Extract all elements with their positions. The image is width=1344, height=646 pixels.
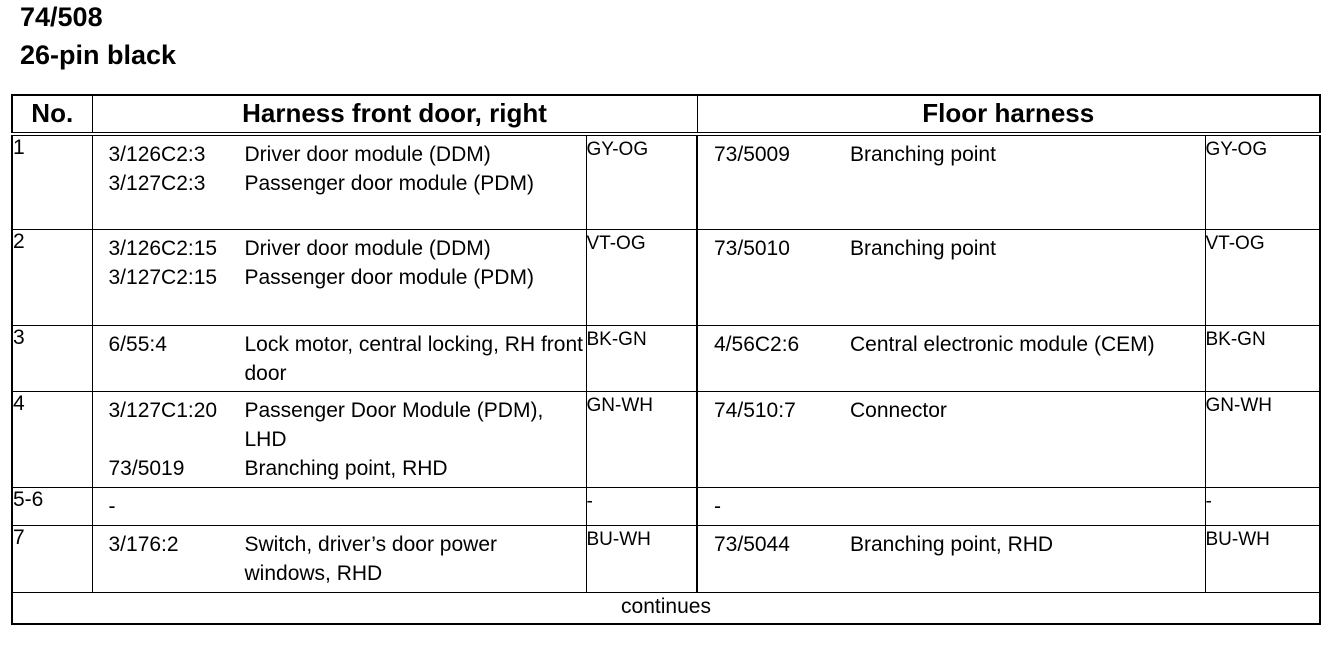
- component-description: Passenger door module (PDM): [244, 172, 534, 195]
- left-connection-entry: [109, 140, 586, 169]
- component-code: -: [108, 494, 116, 518]
- left-connection-entry: [109, 454, 586, 483]
- left-wire-color: GN-WH: [586, 391, 697, 487]
- right-connection-entry: [714, 530, 1205, 559]
- left-wire-color: -: [586, 487, 697, 525]
- continues-note: continues: [12, 592, 1320, 624]
- component-description: Connector: [850, 398, 947, 422]
- table-body: [12, 134, 1320, 592]
- right-harness-cell: [697, 525, 1205, 592]
- component-description: Driver door module (DDM): [244, 236, 491, 260]
- right-harness-cell: [697, 487, 1205, 525]
- header-row: [12, 95, 1320, 134]
- col-header-no: No.: [12, 95, 92, 134]
- component-code: 73/5019: [108, 456, 185, 480]
- pin-number: 2: [12, 229, 92, 325]
- component-description: Branching point, RHD: [244, 456, 448, 480]
- col-header-harness-left: Harness front door, right: [92, 95, 697, 134]
- component-description: Driver door module (DDM): [244, 143, 491, 166]
- right-connection-entry: [714, 140, 1205, 169]
- pin-number: 7: [12, 525, 92, 592]
- right-connection-entry: [714, 330, 1205, 359]
- component-code: 73/5009: [714, 143, 790, 166]
- left-connection-entry: [109, 396, 586, 454]
- left-harness-cell: [92, 229, 586, 325]
- right-wire-color: BK-GN: [1205, 325, 1320, 391]
- component-code: 3/126C2:3: [108, 143, 206, 166]
- right-connection-entry: [714, 234, 1205, 263]
- pin-number: 4: [12, 391, 92, 487]
- component-description: Branching point, RHD: [850, 532, 1054, 556]
- table-row: [12, 391, 1320, 487]
- component-code: 3/127C1:20: [108, 398, 218, 422]
- left-harness-cell: [92, 525, 586, 592]
- component-code: 3/127C2:3: [108, 172, 206, 195]
- component-code: 6/55:4: [108, 332, 167, 356]
- connector-description: 26-pin black: [20, 40, 177, 70]
- component-description: Switch, driver’s door power windows, RHD: [244, 532, 497, 585]
- right-connection-entry: [714, 492, 1205, 521]
- connector-id: 74/508: [20, 2, 103, 32]
- left-connection-entry: [109, 263, 586, 292]
- right-harness-cell: [697, 134, 1205, 229]
- left-connection-entry: [109, 330, 586, 388]
- table-row: [12, 229, 1320, 325]
- component-code: 4/56C2:6: [714, 332, 800, 356]
- component-description: [245, 492, 586, 521]
- component-description: Branching point: [850, 143, 996, 166]
- table-row: [12, 325, 1320, 391]
- component-code: 74/510:7: [714, 398, 796, 422]
- component-code: -: [714, 494, 721, 518]
- table-row: [12, 487, 1320, 525]
- component-description: Central electronic module (CEM): [850, 332, 1155, 356]
- left-wire-color: GY-OG: [586, 134, 697, 229]
- left-harness-cell: [92, 487, 586, 525]
- pin-number: 3: [12, 325, 92, 391]
- left-harness-cell: [92, 325, 586, 391]
- component-description: Lock motor, central locking, RH front door: [244, 332, 583, 385]
- left-connection-entry: [109, 234, 586, 263]
- right-harness-cell: [697, 229, 1205, 325]
- right-wire-color: BU-WH: [1205, 525, 1320, 592]
- component-description: [850, 492, 1205, 521]
- right-wire-color: -: [1205, 487, 1320, 525]
- left-wire-color: BK-GN: [586, 325, 697, 391]
- component-description: Passenger Door Module (PDM), LHD: [244, 398, 544, 451]
- left-harness-cell: [92, 391, 586, 487]
- right-wire-color: GY-OG: [1205, 134, 1320, 229]
- component-code: 3/126C2:15: [108, 236, 218, 260]
- col-header-harness-right: Floor harness: [697, 95, 1320, 134]
- pin-number: 1: [12, 134, 92, 229]
- component-code: 73/5044: [714, 532, 790, 556]
- component-description: Branching point: [850, 236, 996, 260]
- pin-number: 5-6: [12, 487, 92, 525]
- component-code: 3/176:2: [108, 532, 179, 556]
- component-code: 73/5010: [714, 236, 790, 260]
- component-description: Passenger door module (PDM): [244, 265, 534, 289]
- right-wire-color: GN-WH: [1205, 391, 1320, 487]
- right-harness-cell: [697, 391, 1205, 487]
- left-wire-color: VT-OG: [586, 229, 697, 325]
- left-harness-cell: [92, 134, 586, 229]
- left-wire-color: BU-WH: [586, 525, 697, 592]
- table-row: [12, 134, 1320, 229]
- left-connection-entry: [109, 169, 586, 198]
- component-code: 3/127C2:15: [108, 265, 218, 289]
- left-connection-entry: [109, 530, 586, 588]
- pin-table: [11, 94, 1321, 625]
- left-connection-entry: [109, 492, 586, 521]
- right-harness-cell: [697, 325, 1205, 391]
- table-row: [12, 525, 1320, 592]
- right-wire-color: VT-OG: [1205, 229, 1320, 325]
- right-connection-entry: [714, 396, 1205, 425]
